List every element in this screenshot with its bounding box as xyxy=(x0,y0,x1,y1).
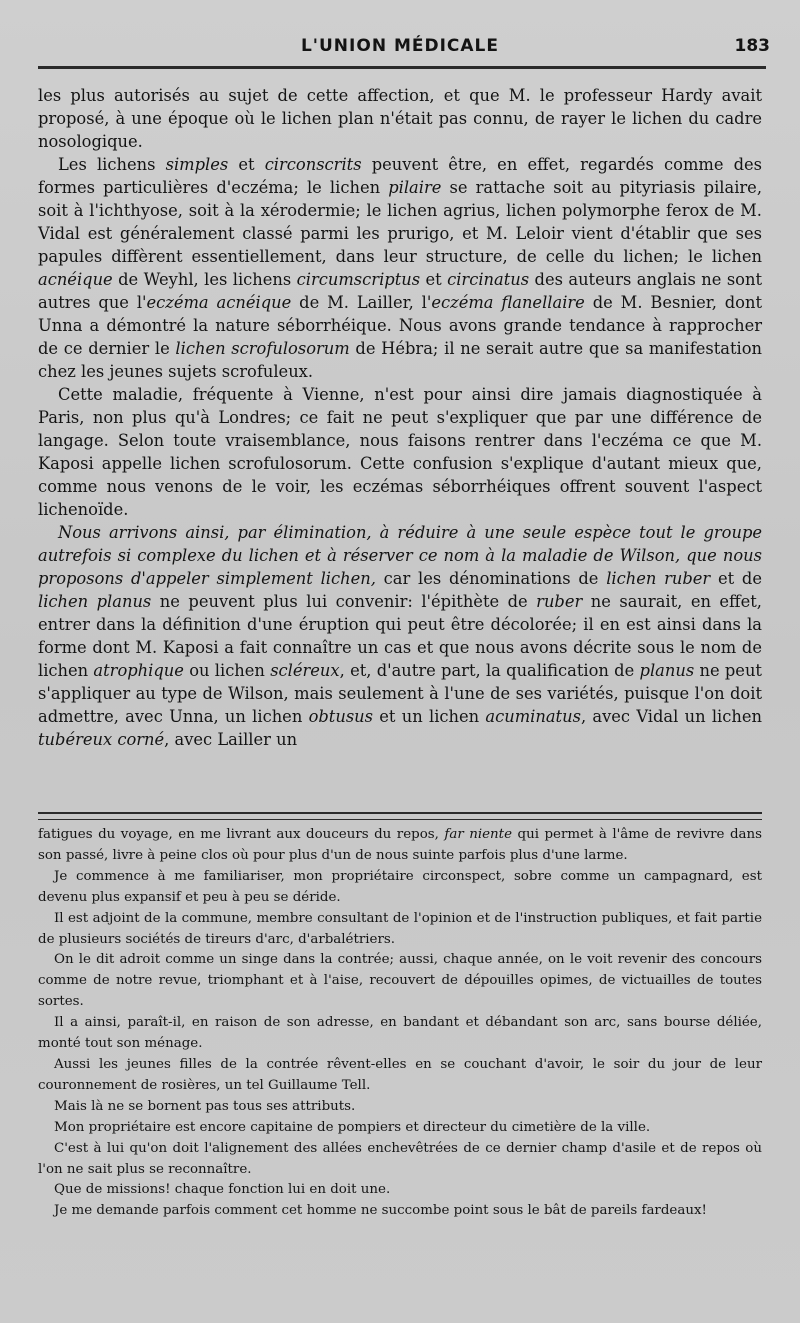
italic-term: lichen ruber xyxy=(606,569,711,588)
running-title: L'UNION MÉDICALE xyxy=(300,36,500,56)
footnote-paragraph-11: Je me demande parfois comment cet homme ne succombe point sous le bât de pareils fardeaux! xyxy=(54,1203,707,1219)
italic-term: circonscrits xyxy=(264,155,362,174)
italic-term: acnéique xyxy=(38,270,113,289)
text-run: qui permet à l'âme de revivre dans son passé, livre à peine clos où pour plus d'un de nous suinte parfois plus d'une larme. xyxy=(38,827,763,863)
italic-term: ruber xyxy=(536,592,583,611)
text-run: de Hébra; il ne serait autre que sa manifestation chez les jeunes sujets scrofuleux. xyxy=(38,339,762,381)
footnote-paragraph-4: On le dit adroit comme un singe dans la contrée; aussi, chaque année, on le voit revenir des concours comme de notre revue, triomphant et à l'aise, recouvert de dépouilles opimes, de victuailles de toutes sortes. xyxy=(38,952,762,1010)
paragraph-3 xyxy=(38,383,762,521)
paragraph-1 xyxy=(38,84,762,153)
paragraph-2 xyxy=(38,153,762,383)
italic-term: lichen planus xyxy=(38,592,152,611)
text-run: les plus autorisés au sujet de cette affection, et que M. le professeur Hardy avait proposé, à une époque où le lichen plan n'était pas connu, de rayer le lichen du cadre nosologique. xyxy=(38,86,762,151)
italic-term: circinatus xyxy=(447,270,530,289)
page-header xyxy=(0,30,800,62)
text-run: fatigues du voyage, en me livrant aux douceurs du repos, xyxy=(38,827,445,842)
italic-passage: Nous arrivons ainsi, par élimination, à réduire à une seule espèce tout le groupe autrefois si complexe du lichen et à réserver ce nom à la maladie de Wilson, que nous proposons d'appeler simplement lichen, xyxy=(38,523,762,588)
text-run: peuvent être, en effet, regardés comme des formes particulières d'eczéma; le lichen xyxy=(38,155,763,197)
italic-term: scléreux xyxy=(270,661,340,680)
text-run: Cette maladie, fréquente à Vienne, n'est pour ainsi dire jamais diagnostiquée à Paris, non plus qu'à Londres; ce fait ne peut s'expliquer que par une différence de langage. Selon toute vraisemblance, nous faisons rentrer dans l'eczéma ce que M. Kaposi appelle lichen scrofulosorum. Cette confusion s'explique d'autant mieux que, comme nous venons de le voir, les eczémas séborrhéiques offrent souvent l'aspect lichenoïde. xyxy=(38,385,762,519)
italic-term: eczéma acnéique xyxy=(146,293,292,312)
footnote-separator-rule xyxy=(38,812,762,820)
italic-term: obtusus xyxy=(308,707,374,726)
main-text xyxy=(38,84,762,751)
page-number: 183 xyxy=(734,36,770,56)
text-run: Les lichens xyxy=(58,155,166,174)
text-run: et xyxy=(420,270,448,289)
text-run: de Weyhl, les lichens xyxy=(112,270,297,289)
footnote-paragraph-10: Que de missions! chaque fonction lui en doit une. xyxy=(54,1182,391,1198)
text-run: car les dénominations de xyxy=(375,569,607,588)
text-run: de M. Lailler, l' xyxy=(291,293,432,312)
text-run: et xyxy=(228,155,265,174)
italic-term: tubéreux corné xyxy=(38,730,165,749)
text-run: ne peuvent plus lui convenir: l'épithète de xyxy=(151,592,537,611)
footnote-paragraph-7: Mais là ne se bornent pas tous ses attributs. xyxy=(54,1098,356,1114)
italic-term: far niente xyxy=(444,827,512,842)
text-run: ne peut s'appliquer au type de Wilson, mais seulement à l'une de ses variétés, puisque l'on doit admettre, avec Unna, un lichen xyxy=(38,661,762,726)
footnote-paragraph-5: Il a ainsi, paraît-il, en raison de son adresse, en bandant et débandant son arc, sans bourse déliée, monté tout son ménage. xyxy=(38,1015,762,1052)
feuilleton-footnotes xyxy=(38,825,762,1222)
header-rule xyxy=(38,66,766,69)
italic-term: pilaire xyxy=(388,178,442,197)
italic-term: circumscriptus xyxy=(296,270,421,289)
italic-term: atrophique xyxy=(93,661,184,680)
text-run: et de xyxy=(710,569,762,588)
italic-term: planus xyxy=(639,661,695,680)
footnote-paragraph-1 xyxy=(38,825,762,867)
footnote-paragraph-6: Aussi les jeunes filles de la contrée rêvent-elles en se couchant d'avoir, le soir du jour de leur couronnement de rosières, un tel Guillaume Tell. xyxy=(38,1056,762,1093)
text-run: de M. Besnier, dont Unna a démontré la nature séborrhéique. Nous avons grande tendance à rapprocher de ce dernier le xyxy=(38,293,763,358)
footnote-paragraph-3: Il est adjoint de la commune, membre consultant de l'opinion et de l'instruction publiques, et fait partie de plusieurs sociétés de tireurs d'arc, d'arbalétriers. xyxy=(38,910,762,947)
paragraph-4 xyxy=(38,521,762,751)
footnote-paragraph-8: Mon propriétaire est encore capitaine de pompiers et directeur du cimetière de la ville. xyxy=(54,1119,651,1135)
text-run: ne saurait, en effet, entrer dans la définition d'une éruption qui peut être décolorée; il en est ainsi dans la forme dont M. Kaposi a fait connaître un cas et que nous avons décrite sous le nom de lichen xyxy=(38,592,762,680)
footnote-paragraph-9: C'est à lui qu'on doit l'alignement des allées enchevêtrées de ce dernier champ d'asile et de repos où l'on ne sait plus se reconnaître. xyxy=(38,1140,762,1177)
text-run: des auteurs anglais ne sont autres que l' xyxy=(38,270,763,312)
italic-term: lichen scrofulosorum xyxy=(175,339,350,358)
text-run: , avec Vidal un lichen xyxy=(580,707,762,726)
text-run: se rattache soit au pityriasis pilaire, soit à l'ichthyose, soit à la xérodermie; le lichen agrius, lichen polymorphe ferox de M. Vidal est généralement classé parmi les prurigo, et M. Leloir vient d'établir que ses papules diffèrent essentiellement, dans leur structure, de celle du lichen; le lichen xyxy=(38,178,762,266)
text-run: , avec Lailler un xyxy=(164,730,298,749)
italic-term: simples xyxy=(165,155,229,174)
italic-term: acuminatus xyxy=(485,707,581,726)
footnote-paragraph-2: Je commence à me familiariser, mon propriétaire circonspect, sobre comme un campagnard, est devenu plus expansif et peu à peu se déride. xyxy=(38,868,762,905)
text-run: , et, d'autre part, la qualification de xyxy=(339,661,640,680)
italic-term: eczéma flanellaire xyxy=(431,293,585,312)
text-run: ou lichen xyxy=(183,661,271,680)
text-run: et un lichen xyxy=(373,707,486,726)
